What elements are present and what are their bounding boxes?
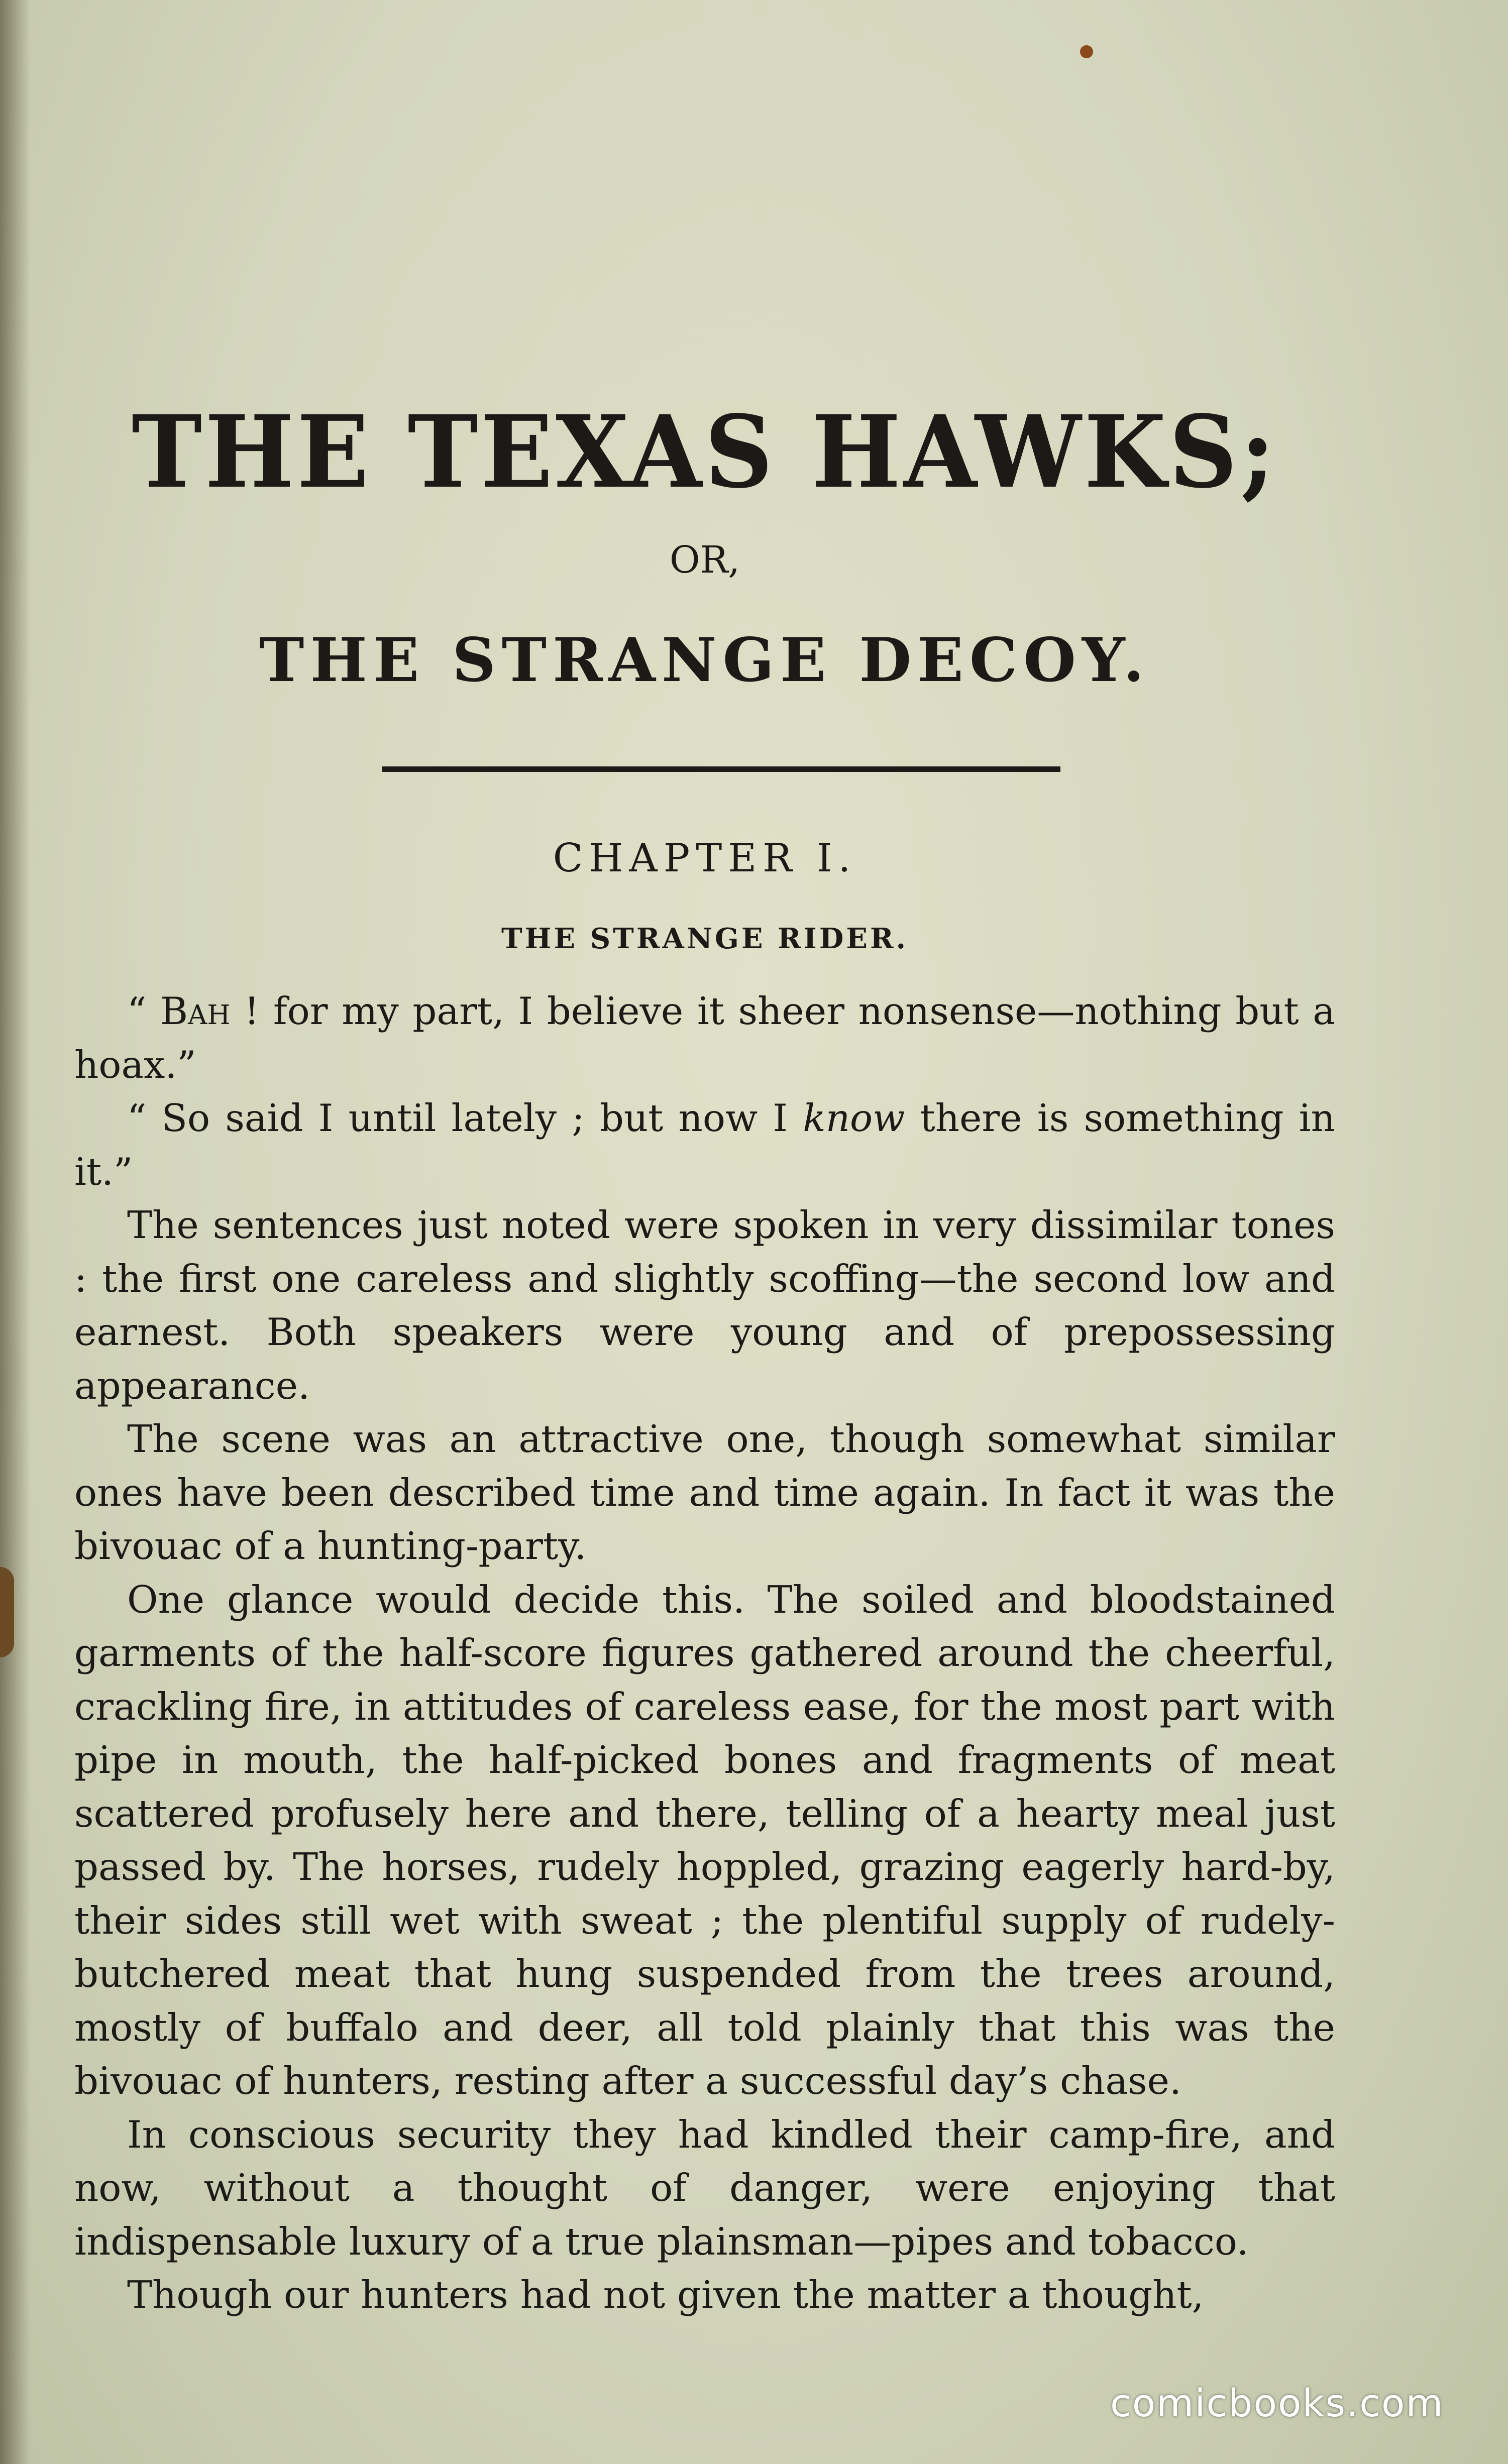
paragraph-text: The sentences just noted were spoken in very dissimilar tones : the first one careless and slightly scoffing—the second low and earnest. Both speakers were young and of prepossessing appearance. [74, 1203, 1335, 1408]
paragraph-text: “ So said I until lately ; but now I [127, 1096, 803, 1140]
page-edge-stain [0, 1567, 14, 1657]
watermark: comicbooks.com [1110, 2381, 1444, 2425]
paragraph-text: One glance would decide this. The soiled and bloodstained garments of the half-score figures gathered around the cheerful, crackling fire, in attitudes of careless ease, for the most part with pipe in mouth, the half-picked bones and fragments of meat scattered profusely here and there, telling of a hearty meal just passed by. The horses, rudely hoppled, grazing eagerly hard-by, their sides still wet with sweat ; the plentiful supply of rudely-butchered meat that hung suspended from the trees around, mostly of buffalo and deer, all told plainly that this was the bivouac of hunters, resting after a successful day’s chase. [74, 1577, 1335, 2103]
book-subtitle: THE STRANGE DECOY. [259, 625, 1150, 696]
emphasis: know [803, 1096, 905, 1140]
body-text [74, 984, 1335, 2322]
paragraph-text-tail: there is something in it.” [74, 1096, 1335, 1194]
title-conjunction: OR, [670, 538, 740, 582]
paragraph [74, 1573, 1335, 2108]
chapter-number: CHAPTER I. [553, 836, 857, 881]
paragraph [74, 1198, 1335, 1412]
book-title: THE TEXAS HAWKS; [132, 393, 1278, 510]
paragraph [74, 1091, 1335, 1198]
paragraph [74, 2108, 1335, 2269]
chapter-title: THE STRANGE RIDER. [501, 922, 909, 955]
paragraph-text: The scene was an attractive one, though somewhat similar ones have been described time and time again. In fact it was the bivouac of a hunting-party. [74, 1417, 1335, 1568]
paragraph-text: In conscious security they had kindled their camp-fire, and now, without a thought of danger, were enjoying that indispensable luxury of a true plainsman—pipes and tobacco. [74, 2112, 1335, 2264]
paragraph-text: Though our hunters had not given the matter a thought, [127, 2273, 1204, 2317]
paragraph-lead: “ Bah ! [127, 989, 260, 1033]
paragraph [74, 2268, 1335, 2322]
paragraph [74, 984, 1335, 1091]
paragraph [74, 1412, 1335, 1573]
page-gutter-shadow [0, 0, 30, 2464]
ink-spot [1080, 45, 1093, 58]
title-rule [382, 766, 1060, 772]
paragraph-text: for my part, I believe it sheer nonsense—nothing but a hoax.” [74, 989, 1335, 1087]
